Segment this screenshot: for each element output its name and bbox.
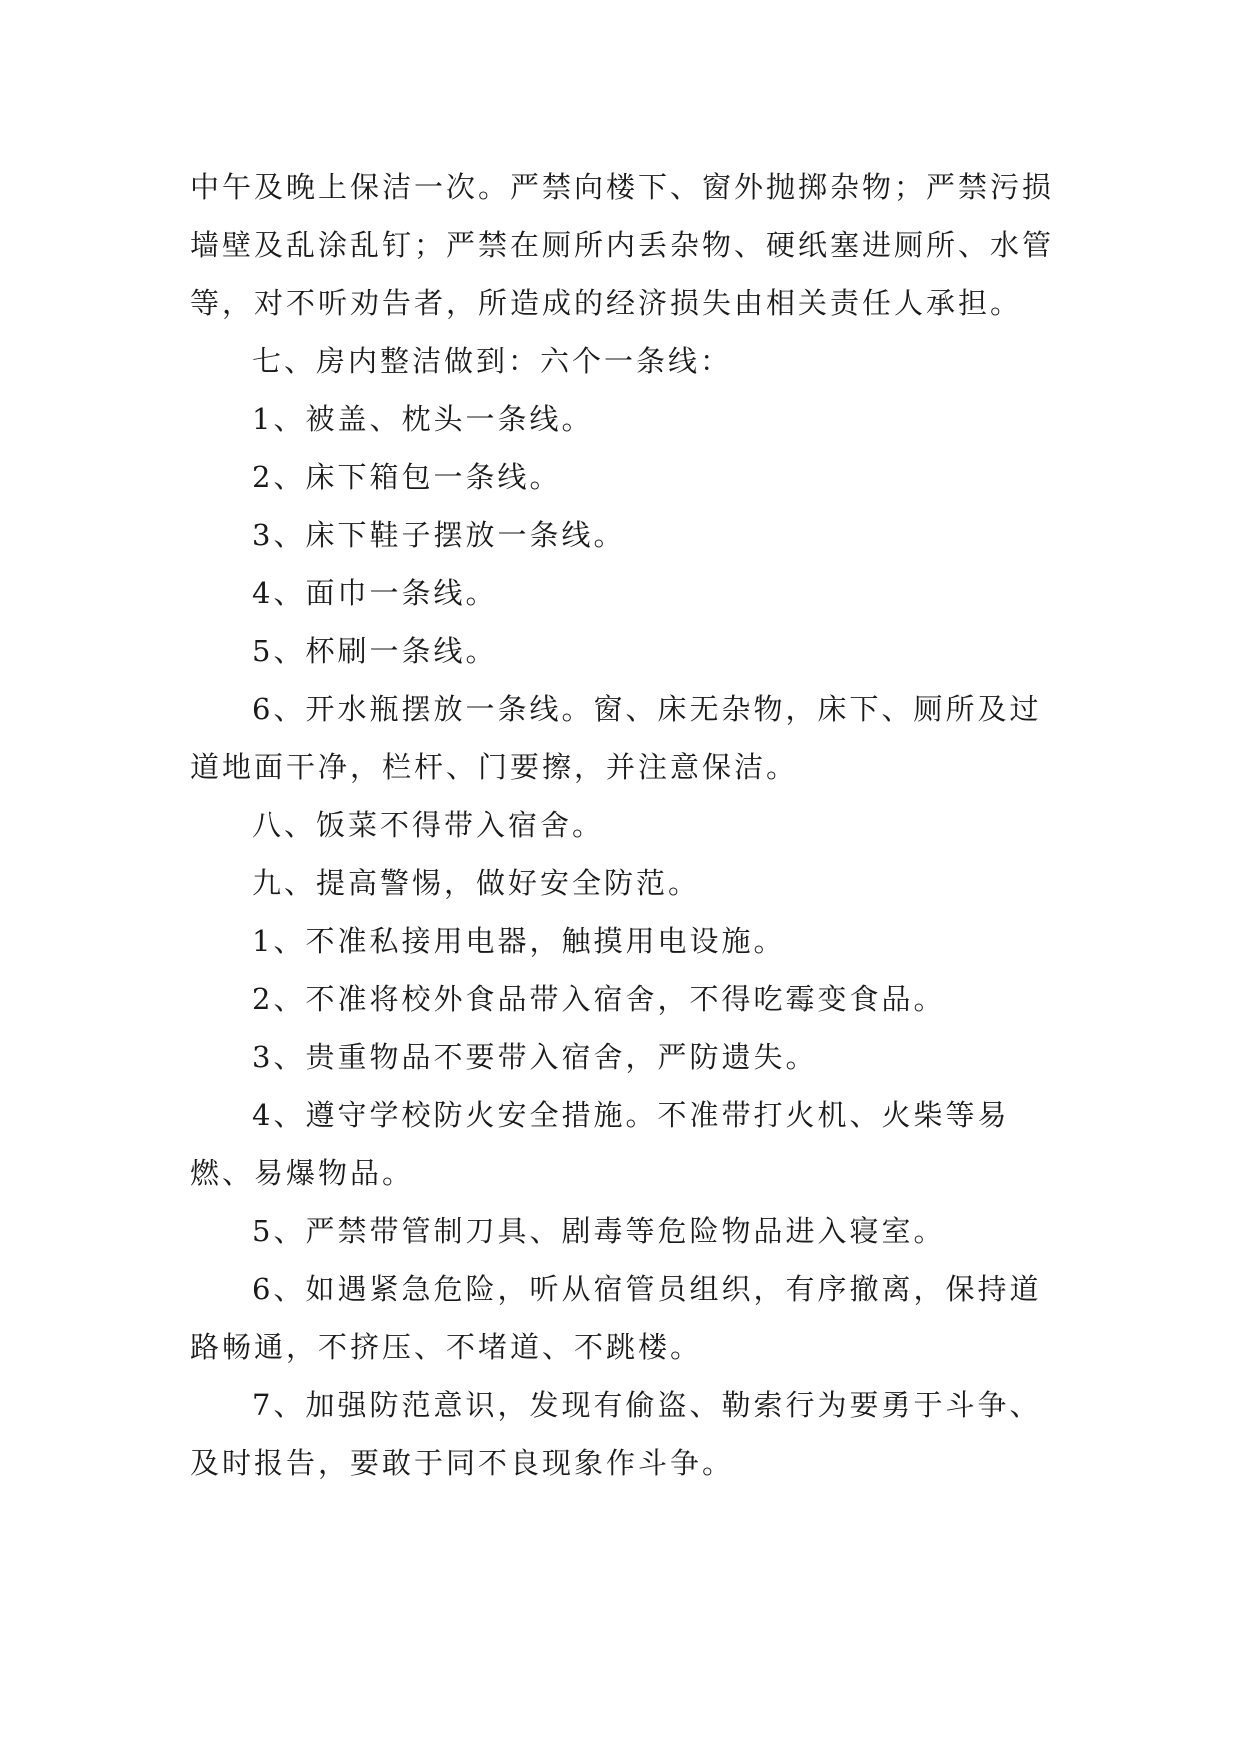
list-item: 4、面巾一条线。 <box>252 576 498 610</box>
heading-item-9: 九、提高警惕，做好安全防范。 <box>252 866 701 900</box>
list-item: 6、开水瓶摆放一条线。窗、床无杂物，床下、厕所及过道地面干净，栏杆、门要擦，并注意保洁。 <box>190 692 1042 784</box>
list-item: 1、被盖、枕头一条线。 <box>252 402 594 436</box>
list-item: 5、严禁带管制刀具、剧毒等危险物品进入寝室。 <box>252 1214 946 1248</box>
list-item: 4、遵守学校防火安全措施。不准带打火机、火柴等易燃、易爆物品。 <box>190 1098 1010 1190</box>
list-item: 3、贵重物品不要带入宿舍，严防遗失。 <box>252 1040 818 1074</box>
list-item: 1、不准私接用电器，触摸用电设施。 <box>252 924 786 958</box>
document-body <box>190 158 1054 1492</box>
paragraph-cleaning-rules: 中午及晚上保洁一次。严禁向楼下、窗外抛掷杂物；严禁污损墙壁及乱涂乱钉；严禁在厕所内丢杂物、硬纸塞进厕所、水管等，对不听劝告者，所造成的经济损失由相关责任人承担。 <box>190 170 1055 320</box>
list-item: 2、床下箱包一条线。 <box>252 460 562 494</box>
list-item: 2、不准将校外食品带入宿舍，不得吃霉变食品。 <box>252 982 946 1016</box>
list-item: 3、床下鞋子摆放一条线。 <box>252 518 626 552</box>
heading-item-7: 七、房内整洁做到：六个一条线： <box>252 344 733 378</box>
list-item: 7、加强防范意识，发现有偷盗、勒索行为要勇于斗争、及时报告，要敢于同不良现象作斗争。 <box>190 1388 1042 1480</box>
heading-item-8: 八、饭菜不得带入宿舍。 <box>252 808 605 842</box>
list-item: 6、如遇紧急危险，听从宿管员组织，有序撤离，保持道路畅通，不挤压、不堵道、不跳楼。 <box>190 1272 1042 1364</box>
list-item: 5、杯刷一条线。 <box>252 634 498 668</box>
